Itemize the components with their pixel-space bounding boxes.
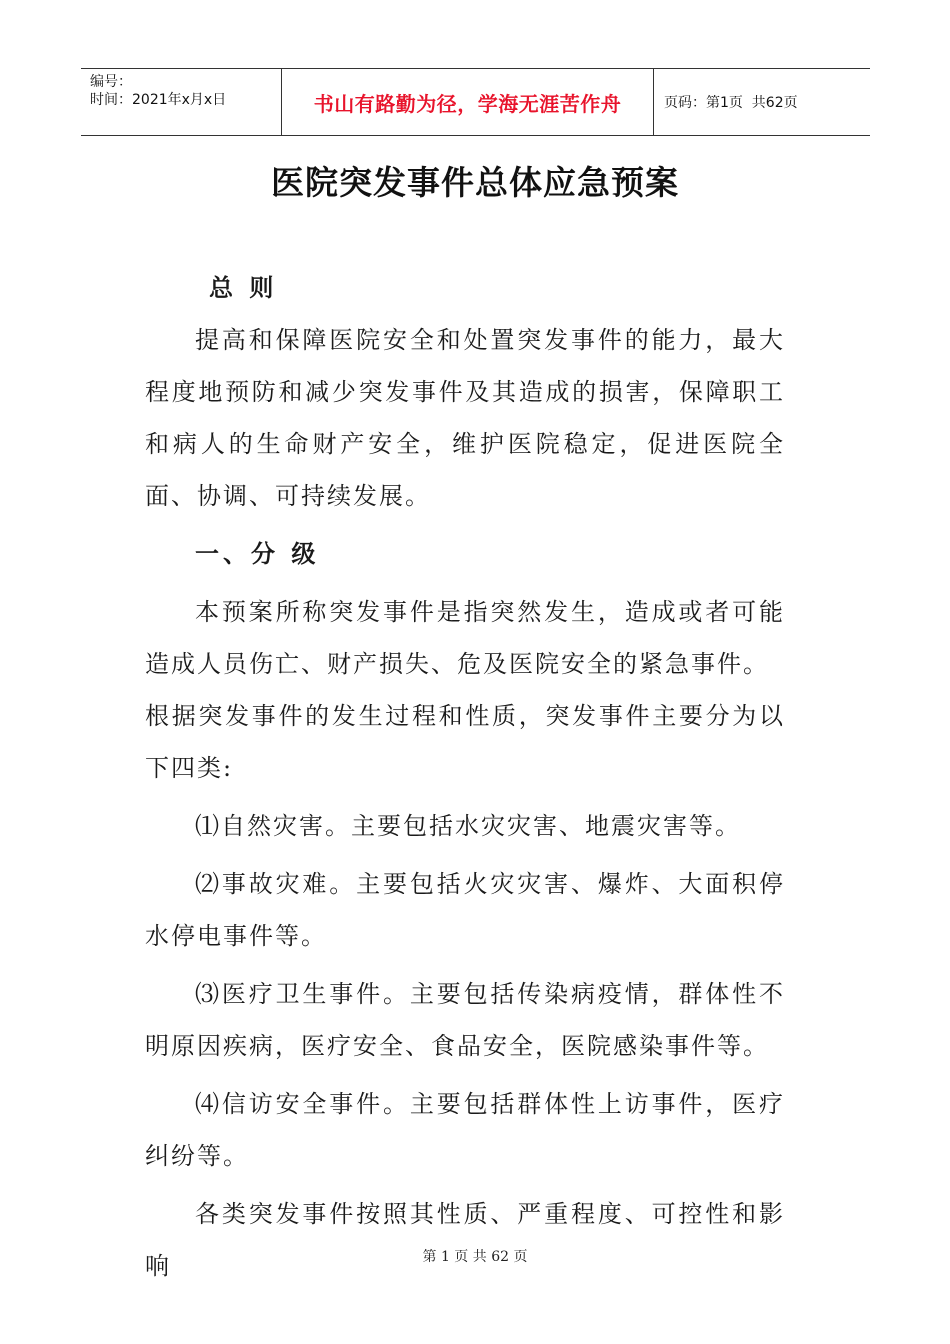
paragraph: 各类突发事件按照其性质、严重程度、可控性和影响 <box>145 1200 785 1280</box>
section-heading-classification: 一、分 级 <box>195 540 320 568</box>
paragraph: 提高和保障医院安全和处置突发事件的能力，最大程度地预防和减少突发事件及其造成的损害，保障职工和病人的生命财产安全，维护医院稳定，促进医院全面、协调、可持续发展。 <box>145 326 785 510</box>
list-item: ⑴自然灾害。主要包括水灾灾害、地震灾害等。 <box>195 812 741 840</box>
document-title: 医院突发事件总体应急预案 <box>271 163 679 202</box>
section-heading-general: 总 则 <box>209 274 278 302</box>
header-page-label: 页码：第1页 共62页 <box>664 95 798 111</box>
time-label: 时间：2021年x月x日 <box>90 92 227 108</box>
list-item: ⑶医疗卫生事件。主要包括传染病疫情，群体性不明原因疾病，医疗安全、食品安全，医院感染事件等。 <box>145 980 785 1060</box>
list-item: ⑷信访安全事件。主要包括群体性上访事件，医疗纠纷等。 <box>145 1090 785 1170</box>
header-page-cell <box>654 69 870 135</box>
header-motto: 书山有路勤为径，学海无涯苦作舟 <box>282 69 654 135</box>
paragraph: 根据突发事件的发生过程和性质，突发事件主要分为以下四类: <box>145 702 785 782</box>
paragraph: 本预案所称突发事件是指突然发生，造成或者可能造成人员伤亡、财产损失、危及医院安全的紧急事件。 <box>145 598 785 678</box>
page-footer: 第 1 页 共 62 页 <box>422 1249 528 1265</box>
document-body <box>145 262 785 1292</box>
page-header <box>81 68 870 136</box>
number-label: 编号： <box>90 74 132 90</box>
list-item: ⑵事故灾难。主要包括火灾灾害、爆炸、大面积停水停电事件等。 <box>145 870 785 950</box>
header-meta <box>81 69 282 135</box>
